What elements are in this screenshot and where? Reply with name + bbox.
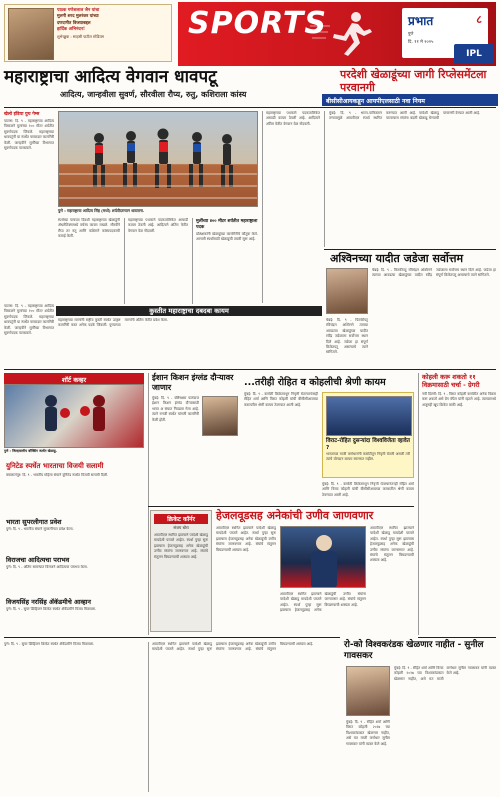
hazlewood-body-3: आयपीएल स्थगित झाल्याने परदेशी खेळाडू मायदेशी परतले आहेत. स्पर्धा पुन्हा सुरू झाल्यास हेजलवूडसह अनेक खेळाडूंची उणीव संघांना जाणवणार आहे. संघांचे संतुलन बिघडण्याची शक्यता आहे.: [370, 526, 414, 563]
athletics-col4-kicker: मुलींच्या ४०० मीटर शर्यतीत महाराष्ट्राला पदक: [196, 219, 258, 230]
roko-body: मुंबई: दि. ९ - रोहित शर्मा आणि विराट कोहली २०२७ च्या विश्वकरंडकात खेळणार नाहीत, असे मत माजी कर्णधार सुनील गावसकर यांनी व्यक्त केले आहे.: [394, 666, 496, 681]
hazlewood-body-2: आयपीएल स्थगित झाल्याने परदेशी खेळाडू मायदेशी परतले आहेत. स्पर्धा पुन्हा सुरू झाल्यास हेजलवूडसह अनेक खेळाडूंची उणीव संघांना जाणवणार आहे. संघांचे संतुलन बिघडण्याची शक्यता आहे.: [280, 592, 366, 613]
athletics-photo: [58, 111, 258, 207]
athletics-left-continued: पाटणा: दि. ९ - महाराष्ट्राच्या आदित्य पिसाळने मुलांच्या १०० मीटर शर्यतीत सुवर्णपदक जिंकले. महाराष्ट्राच्या धावपटूंनी या स्पर्धेत चमकदार कामगिरी केली. जान्हवीने मुलींच्या विभागात सुवर्णपदक पटकावले.: [4, 304, 54, 336]
cricket-corner-box: [150, 510, 212, 632]
boxers-figure-icon: [5, 385, 144, 448]
short-body-1: क्वालालंपूर: दि. ९ - भारतीय महिला संघाने युनिटेड स्पर्धेत विजयी सलामी दिली.: [6, 473, 109, 477]
divider: [148, 506, 414, 507]
rohit-box-body: भारताच्या माजी कर्णधारांनी कसोटीतून निवृत्ती घेतली असली तरी त्यांचे योगदान कायम स्मरणात राहील.: [326, 452, 410, 462]
short-headline-3: विराजचा आदित्यचा पराभव: [6, 556, 70, 564]
sports-banner: [178, 2, 496, 66]
ashwin-body-extra: चेन्नई: दि. ९ - फिरकीपटू रविचंद्रन अश्विनने त्याच्या आवडत्या खेळाडूंच्या यादीत रवींद्र जडेजाला सर्वोत्तम स्थान दिले आहे. जडेजा हा संपूर्ण क्रिकेटपटू असल्याचे त्याने सांगितले.: [326, 318, 368, 355]
divider: [4, 107, 496, 108]
rohit-headline: ...तरीही रोहित व कोहलीची श्रेणी कायम: [244, 377, 386, 388]
short-body-continued: पुणे: दि. ९ - सुपर डिव्हिजन क्रिकेट स्पर्धेत ॲकॅडमीने विजय मिळवला.: [4, 642, 95, 646]
athletics-photo-caption: पुणे : महाराष्ट्राचा आदित्य सिंह (मध्ये) शर्यतीदरम्यान धावताना.: [58, 208, 145, 213]
ad-portrait-photo: [8, 8, 54, 60]
athletics-left-column: [4, 111, 54, 301]
athletics-kicker: खेलो इंडिया युथ गेम्स: [4, 112, 40, 117]
ishan-body: मुंबई: दि. ९ - यष्टिरक्षक फलंदाज ईशान किशन इंग्लंड दौऱ्यासाठी भारत अ संघात निवडला गेला आहे. त्याने रणजी स्पर्धेत चांगली कामगिरी केली होती.: [152, 396, 199, 422]
boxing-photo-caption: पुणे : जिल्हास्तरीय बॉक्सिंग स्पर्धेत खेळाडू.: [4, 449, 57, 453]
short-headline-2: भारता सुपरलीगात प्रवेश: [6, 518, 62, 526]
masthead-date: दि. ११ मे २०२५: [408, 40, 434, 45]
short-body-2: पुणे: दि. ९ - भारतीय संघाने सुपरलीगात प्रवेश केला.: [6, 527, 74, 531]
ipl-subheadline: बीसीसीआयकडून आयपीएलसाठी नवा नियम: [322, 94, 498, 106]
ad-line-5: शुभेच्छुक : साहसी पाटील स्टेडियम: [57, 33, 104, 39]
page-number: ८: [476, 13, 482, 26]
cricket-corner-author: संजय बोरा: [173, 525, 189, 530]
kohli-column: [418, 373, 496, 635]
kusti-headline-bar: कुस्तीत महाराष्ट्राचा दबदबा कायम: [56, 306, 322, 316]
ashwin-body: चेन्नई: दि. ९ - फिरकीपटू रविचंद्रन अश्विनने त्याच्या आवडत्या खेळाडूंच्या यादीत रवींद्र जडेजाला सर्वोत्तम स्थान दिले आहे. जडेजा हा संपूर्ण क्रिकेटपटू असल्याचे त्याने सांगितले.: [372, 268, 496, 278]
ishan-headline: ईशान किशन इंग्लंड दौऱ्यावर जाणार: [152, 373, 234, 392]
hazlewood-photo: [280, 526, 366, 588]
masthead-city: पुणे: [408, 31, 414, 36]
ishan-photo: [202, 396, 238, 436]
main-headline: महाराष्ट्राचा आदित्य वेगवान धावपटू: [4, 67, 217, 87]
rohit-feature-box: [322, 392, 414, 478]
ipl-logo: IPL: [454, 44, 494, 64]
athletics-col4: [192, 218, 258, 304]
ad-line-3: दणदणीत विजयाबद्दल: [57, 20, 91, 26]
kohli-body: नवी दिल्ली: दि. ९ - विराट कोहली कसोटीत अनेक विक्रम करू शकतो असे ग्रेग चॅपेल यांनी म्हटले आहे. त्याच्यामध्ये अजूनही खूप क्रिकेट बाकी आहे.: [422, 392, 496, 407]
short-cover-tag: शॉर्ट कव्हर: [4, 373, 144, 386]
divider: [418, 637, 496, 638]
roko-body-2: मुंबई: दि. ९ - रोहित शर्मा आणि विराट कोहली २०२७ च्या विश्वकरंडकात खेळणार नाहीत, असे मत माजी कर्णधार सुनील गावसकर यांनी व्यक्त केले आहे.: [346, 720, 390, 746]
sprinters-figure-icon: [59, 112, 258, 207]
rohit-box-title: विराट-रोहित दुसऱ्यांदा विश्वविजेता व्हावेत ?: [326, 438, 410, 451]
short-headline-1: युनिटेड स्पर्धेत भारताचा विजयी सलामी: [6, 462, 104, 470]
sports-title: SPORTS: [188, 6, 327, 41]
roko-headline: रो-को विश्वकरंडक खेळणार नाहीत - सुनील गावसकर: [344, 640, 484, 661]
runner-silhouette-icon: [308, 10, 388, 58]
short-headline-4: विजयसिंह नरसिंह ॲकॅडमीचे आव्हान: [6, 598, 91, 606]
ipl-body: मुंबई: दि. ९ - भारत-पाकिस्तान तणावामुळे आयपीएल स्पर्धा स्थगित करण्यात आली आहे. परदेशी खेळाडू परतल्यास संघांना बदली खेळाडू घेण्याची परवानगी देण्यात आली आहे.: [324, 111, 496, 247]
ad-line-2: मुलगी शरद मुलरंकर यांच्या: [57, 14, 99, 20]
rohit-body: मुंबई: दि. ९ - कसोटी क्रिकेटमधून निवृत्ती घेतल्यानंतरही रोहित शर्मा आणि विराट कोहली यांची बीसीसीआयच्या करारातील श्रेणी कायम ठेवण्यात आली आहे.: [244, 392, 318, 407]
hazlewood-body: आयपीएल स्थगित झाल्याने परदेशी खेळाडू मायदेशी परतले आहेत. स्पर्धा पुन्हा सुरू झाल्यास हेजलवूडसह अनेक खेळाडूंची उणीव संघांना जाणवणार आहे. संघांचे संतुलन बिघडण्याची शक्यता आहे.: [216, 526, 276, 552]
kusti-body: महाराष्ट्राच्या मल्लांनी राष्ट्रीय कुस्ती स्पर्धेत उत्कृष्ट कामगिरी करत अनेक पदके जिंकली. पुण्याच्या मल्लांनी अंतिम फेरीत प्रवेश केला.: [58, 318, 168, 328]
ad-line-1: पाठक गणेशलाल जैन यांचा: [57, 8, 100, 13]
divider: [4, 637, 340, 638]
short-body-3: पुणे: दि. ९ - अंतिम सामन्यात विराजने आदित्यचा पराभव केला.: [6, 565, 88, 569]
athletics-col3-body: महाराष्ट्राच्या पथकाने पदकतालिकेत आघाडी कायम ठेवली आहे. आदित्यने अंतिम फेरीत वेगवान वेळ नोंदवली.: [124, 218, 188, 304]
ashwin-photo: [326, 268, 368, 314]
gavaskar-photo: [346, 666, 390, 716]
ipl-headline: परदेशी खेळाडूंच्या जागी रिप्लेसमेंटला परवानगी: [340, 68, 487, 94]
athletics-left-body: पाटणा: दि. ९ - महाराष्ट्राच्या आदित्य पिसाळने मुलांच्या १०० मीटर शर्यतीत सुवर्णपदक जिंकले. महाराष्ट्राच्या धावपटूंनी या स्पर्धेत चमकदार कामगिरी केली. जान्हवीने मुलींच्या विभागात सुवर्णपदक पटकावले.: [4, 119, 54, 151]
divider: [4, 369, 496, 370]
cricket-corner-body: आयपीएल स्थगित झाल्याने परदेशी खेळाडू मायदेशी परतले आहेत. स्पर्धा पुन्हा सुरू झाल्यास हेजलवूडसह अनेक खेळाडूंची उणीव संघांना जाणवणार आहे. संघांचे संतुलन बिघडण्याची शक्यता आहे.: [154, 533, 208, 559]
kohli-headline: कोहली करू शकतो ११ विक्रमासाठी चर्चा - ग्रेगरी: [422, 373, 480, 389]
rohit-body-continued: मुंबई: दि. ९ - कसोटी क्रिकेटमधून निवृत्ती घेतल्यानंतरही रोहित शर्मा आणि विराट कोहली यांची बीसीसीआयच्या करारातील श्रेणी कायम ठेवण्यात आली आहे.: [322, 482, 414, 497]
cricket-corner-tag: क्रिकेट कॉर्नर: [154, 514, 208, 524]
boxing-photo: [4, 384, 144, 448]
rohit-kohli-photo: [326, 396, 412, 436]
ad-line-4: हार्दिक अभिनंदन!: [57, 27, 86, 33]
divider: [324, 249, 496, 250]
main-subheadline: आदित्य, जान्हवीला सुवर्ण, सौरवीला रौप्य, रुतु, कशिराला कांस्य: [60, 90, 247, 99]
bowler-figure-icon: [281, 527, 366, 588]
hazlewood-body-continued: आयपीएल स्थगित झाल्याने परदेशी खेळाडू मायदेशी परतले आहेत. स्पर्धा पुन्हा सुरू झाल्यास हेजलवूडसह अनेक खेळाडूंची उणीव संघांना जाणवणार आहे. संघांचे संतुलन बिघडण्याची शक्यता आहे.: [148, 642, 340, 792]
athletics-col2-body: स्पर्धेच्या पाचव्या दिवशी महाराष्ट्राच्या खेळाडूंनी ॲथलेटिक्समध्ये वर्चस्व कायम राखले. सौरवीने रौप्य तर रुतु आणि कशिराने कांस्यपदकाची कमाई केली.: [58, 218, 120, 239]
ashwin-headline: अश्विनच्या यादीत जडेजा सर्वोत्तम: [330, 252, 464, 265]
hazlewood-headline: हेजलवूडसह अनेकांची उणीव जाणवणार: [216, 509, 374, 522]
athletics-side-body: महाराष्ट्राच्या पथकाने पदकतालिकेत आघाडी कायम ठेवली आहे. आदित्यने अंतिम फेरीत वेगवान वेळ नोंदवली.: [262, 111, 320, 303]
athletics-col4-body: प्रशिक्षकांनी खेळाडूंच्या कामगिरीचे कौतुक केले. आगामी स्पर्धांसाठी खेळाडूंची तयारी सुरू आहे.: [196, 232, 258, 242]
short-body-4: पुणे: दि. ९ - सुपर डिव्हिजन क्रिकेट स्पर्धेत ॲकॅडमीने विजय मिळवला.: [6, 607, 97, 611]
top-advertisement: [4, 4, 172, 62]
masthead-brand: प्रभात: [408, 14, 434, 28]
